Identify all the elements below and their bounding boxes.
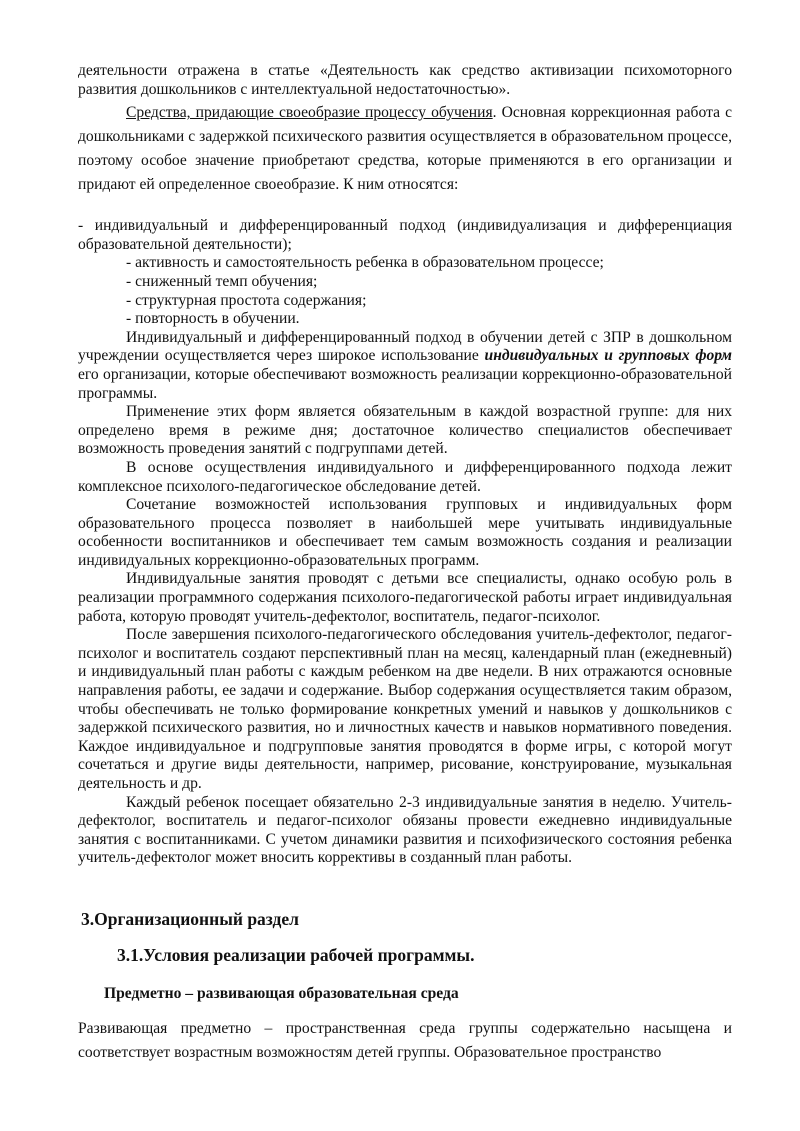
paragraph-approach-text: Индивидуальный и дифференцированный подход в обучении детей с ЗПР в дошкольном учреждении осуществляется через широкое использование (78, 328, 732, 365)
paragraph-forms: Применение этих форм является обязательным в каждой возрастной группе: для них определено время в режиме дня; достаточное количество специалистов обеспечивает возможность проведения занятий с подгруппами детей. (78, 403, 732, 458)
paragraph-approach-text-end: его организации, которые обеспечивают возможность реализации коррекционно-образовательной программы. (78, 365, 732, 402)
paragraph-combination: Сочетание возможностей использования групповых и индивидуальных форм образовательного процесса позволяет в наибольшей мере учитывать индивидуальные особенности воспитанников и обеспечивает тем самым возможность создания и реализации индивидуальных коррекционно-образовательных программ. (78, 496, 732, 569)
paragraph-means (78, 101, 732, 197)
underlined-phrase: Средства, придающие своеобразие процессу обучения (126, 104, 493, 122)
list-item-first: - индивидуальный и дифференцированный подход (индивидуализация и дифференциация образовательной деятельности); (78, 217, 732, 253)
paragraph-intro: деятельности отражена в статье «Деятельность как средство активизации психомоторного развития дошкольников с интеллектуальной недостаточностью». (78, 62, 732, 98)
list-item: - структурная простота содержания; (126, 291, 367, 309)
paragraph-environment: Развивающая предметно – пространственная среда группы содержательно насыщена и соответствует возрастным возможностям детей группы. Образовательное пространство (78, 1020, 732, 1061)
paragraph-individual: Индивидуальные занятия проводят с детьми все специалисты, однако особую роль в реализации программного содержания психолого-педагогической работы играет индивидуальная работа, которую проводят учитель-дефектолог, воспитатель, педагог-психолог. (78, 570, 732, 625)
paragraph-planning: После завершения психолого-педагогического обследования учитель-дефектолог, педагог-психолог и воспитатель создают перспективный план на месяц, календарный план (ежедневный) и индивидуальный план работы с каждым ребенком на две недели. В них отражаются основные направления работы, ее задачи и содержание. Выбор содержания осуществляется таким образом, чтобы обеспечивать не только формирование конкретных умений и навыков у дошкольников с задержкой психического развития, но и личностных качеств и навыков нормативного поведения. Каждое индивидуальное и подгрупповые занятия проводятся в форме игры, с которой могут сочетаться и другие виды деятельности, например, рисование, конструирование, музыкальная деятельность и др. (78, 626, 732, 792)
section-heading: 3.Организационный раздел (81, 909, 299, 929)
paragraph-schedule: Каждый ребенок посещает обязательно 2-3 индивидуальные занятия в неделю. Учитель-дефектолог, воспитатель и педагог-психолог обязаны провести ежедневно индивидуальные занятия с воспитанниками. С учетом динамики развития и психофизического состояния ребенка учитель-дефектолог может вносить коррективы в созданный план работы. (78, 793, 732, 867)
bold-italic-phrase: индивидуальных и групповых форм (484, 347, 732, 365)
document-page (78, 62, 732, 1061)
list-item: - повторность в обучении. (126, 310, 300, 328)
paragraph-means-text: . Основная коррекционная работа с дошкольниками с задержкой психического развития осуществляется в образовательном процессе, поэтому особое значение приобретают средства, которые применяются в его организации и придают ей определенное своеобразие. К ним относятся: (78, 104, 732, 194)
spacer (78, 197, 732, 217)
list-item: - активность и самостоятельность ребенка в образовательном процессе; (126, 254, 604, 272)
paragraph-approach (78, 329, 732, 403)
subsection-heading: 3.1.Условия реализации рабочей программы. (117, 945, 475, 965)
subheading-environment: Предметно – развивающая образовательная среда (104, 985, 459, 1002)
list-item: - сниженный темп обучения; (126, 272, 318, 290)
paragraph-basis: В основе осуществления индивидуального и дифференцированного подхода лежит комплексное психолого-педагогическое обследование детей. (78, 458, 732, 495)
